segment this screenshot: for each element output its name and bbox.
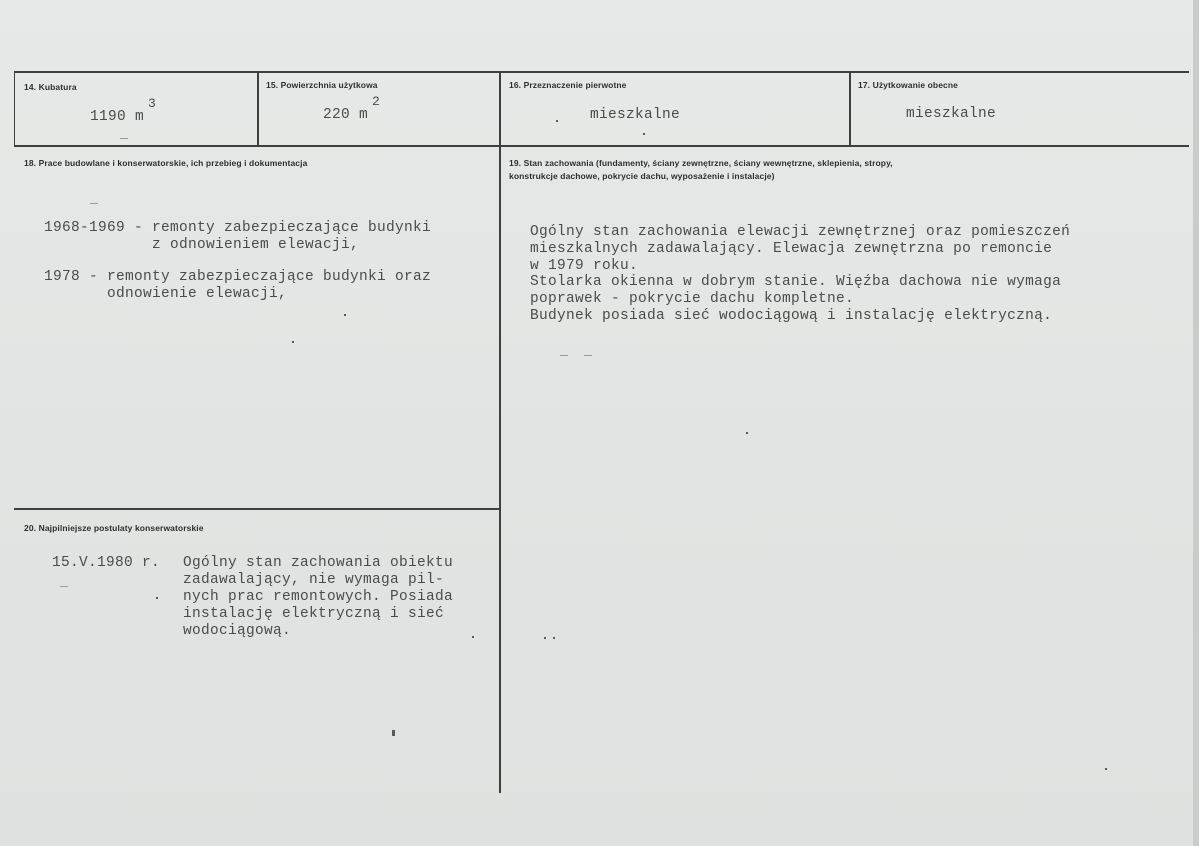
ink-speck bbox=[392, 730, 395, 736]
ink-speck bbox=[553, 637, 555, 639]
ink-speck bbox=[344, 314, 346, 316]
divider-uzytkowanie bbox=[849, 71, 851, 147]
prace-label: 18. Prace budowlane i konserwatorskie, ich przebieg i dokumentacja bbox=[24, 158, 308, 168]
postulaty-line: nych prac remontowych. Posiada bbox=[183, 589, 454, 605]
przeznaczenie-value: mieszkalne bbox=[590, 107, 681, 123]
powierzchnia-value: 220 m bbox=[323, 107, 369, 123]
przeznaczenie-label: 16. Przeznaczenie pierwotne bbox=[509, 80, 627, 90]
ink-speck bbox=[746, 432, 748, 434]
prace-line: odnowienie elewacji, bbox=[44, 286, 288, 302]
uzytkowanie-label: 17. Użytkowanie obecne bbox=[858, 80, 958, 90]
card-edge bbox=[1193, 0, 1199, 846]
ink-speck bbox=[90, 203, 98, 204]
ink-speck bbox=[1105, 768, 1107, 770]
postulaty-line: wodociągową. bbox=[183, 623, 292, 639]
divider-postulaty bbox=[14, 508, 500, 510]
ink-speck bbox=[584, 355, 592, 356]
prace-line: 1978 - remonty zabezpieczające budynki oraz bbox=[44, 269, 432, 285]
stan-line: mieszkalnych zadawalający. Elewacja zewnętrzna po remoncie bbox=[530, 241, 1053, 257]
divider-kubatura bbox=[257, 71, 259, 147]
ink-speck bbox=[120, 138, 128, 139]
kubatura-value: 1190 m bbox=[90, 109, 145, 125]
prace-line: z odnowieniem elewacji, bbox=[44, 237, 360, 253]
ink-speck bbox=[156, 597, 158, 599]
postulaty-line: Ogólny stan zachowania obiektu bbox=[183, 555, 454, 571]
ink-speck bbox=[544, 637, 546, 639]
postulaty-date: 15.V.1980 r. bbox=[52, 555, 161, 571]
ink-speck bbox=[560, 355, 568, 356]
ink-speck bbox=[643, 133, 645, 135]
stan-line: w 1979 roku. bbox=[530, 258, 639, 274]
stan-label-continued: konstrukcje dachowe, pokrycie dachu, wyposażenie i instalacje) bbox=[509, 171, 775, 181]
kubatura-superscript: 3 bbox=[148, 96, 156, 111]
stan-label: 19. Stan zachowania (fundamenty, ściany zewnętrzne, ściany wewnętrzne, sklepienia, stropy, bbox=[509, 158, 893, 168]
powierzchnia-label: 15. Powierzchnia użytkowa bbox=[266, 80, 378, 90]
ink-speck bbox=[60, 586, 68, 587]
stan-line: Ogólny stan zachowania elewacji zewnętrznej oraz pomieszczeń bbox=[530, 224, 1071, 240]
stan-line: Budynek posiada sieć wodociągową i instalację elektryczną. bbox=[530, 308, 1053, 324]
ink-speck bbox=[292, 341, 294, 343]
top-border-line bbox=[14, 71, 1189, 73]
postulaty-label: 20. Najpilniejsze postulaty konserwatorskie bbox=[24, 523, 204, 533]
prace-line: 1968-1969 - remonty zabezpieczające budynki bbox=[44, 220, 432, 236]
stan-line: Stolarka okienna w dobrym stanie. Więźba dachowa nie wymaga bbox=[530, 274, 1062, 290]
ink-speck bbox=[556, 120, 558, 122]
header-bottom-line bbox=[14, 145, 1189, 147]
postulaty-line: zadawalający, nie wymaga pil- bbox=[183, 572, 445, 588]
divider-main bbox=[499, 71, 501, 793]
uzytkowanie-value: mieszkalne bbox=[906, 106, 997, 122]
ink-speck bbox=[472, 636, 474, 638]
left-border-line bbox=[14, 71, 15, 147]
postulaty-line: instalację elektryczną i sieć bbox=[183, 606, 445, 622]
powierzchnia-superscript: 2 bbox=[372, 94, 380, 109]
kubatura-label: 14. Kubatura bbox=[24, 82, 77, 92]
stan-line: poprawek - pokrycie dachu kompletne. bbox=[530, 291, 855, 307]
